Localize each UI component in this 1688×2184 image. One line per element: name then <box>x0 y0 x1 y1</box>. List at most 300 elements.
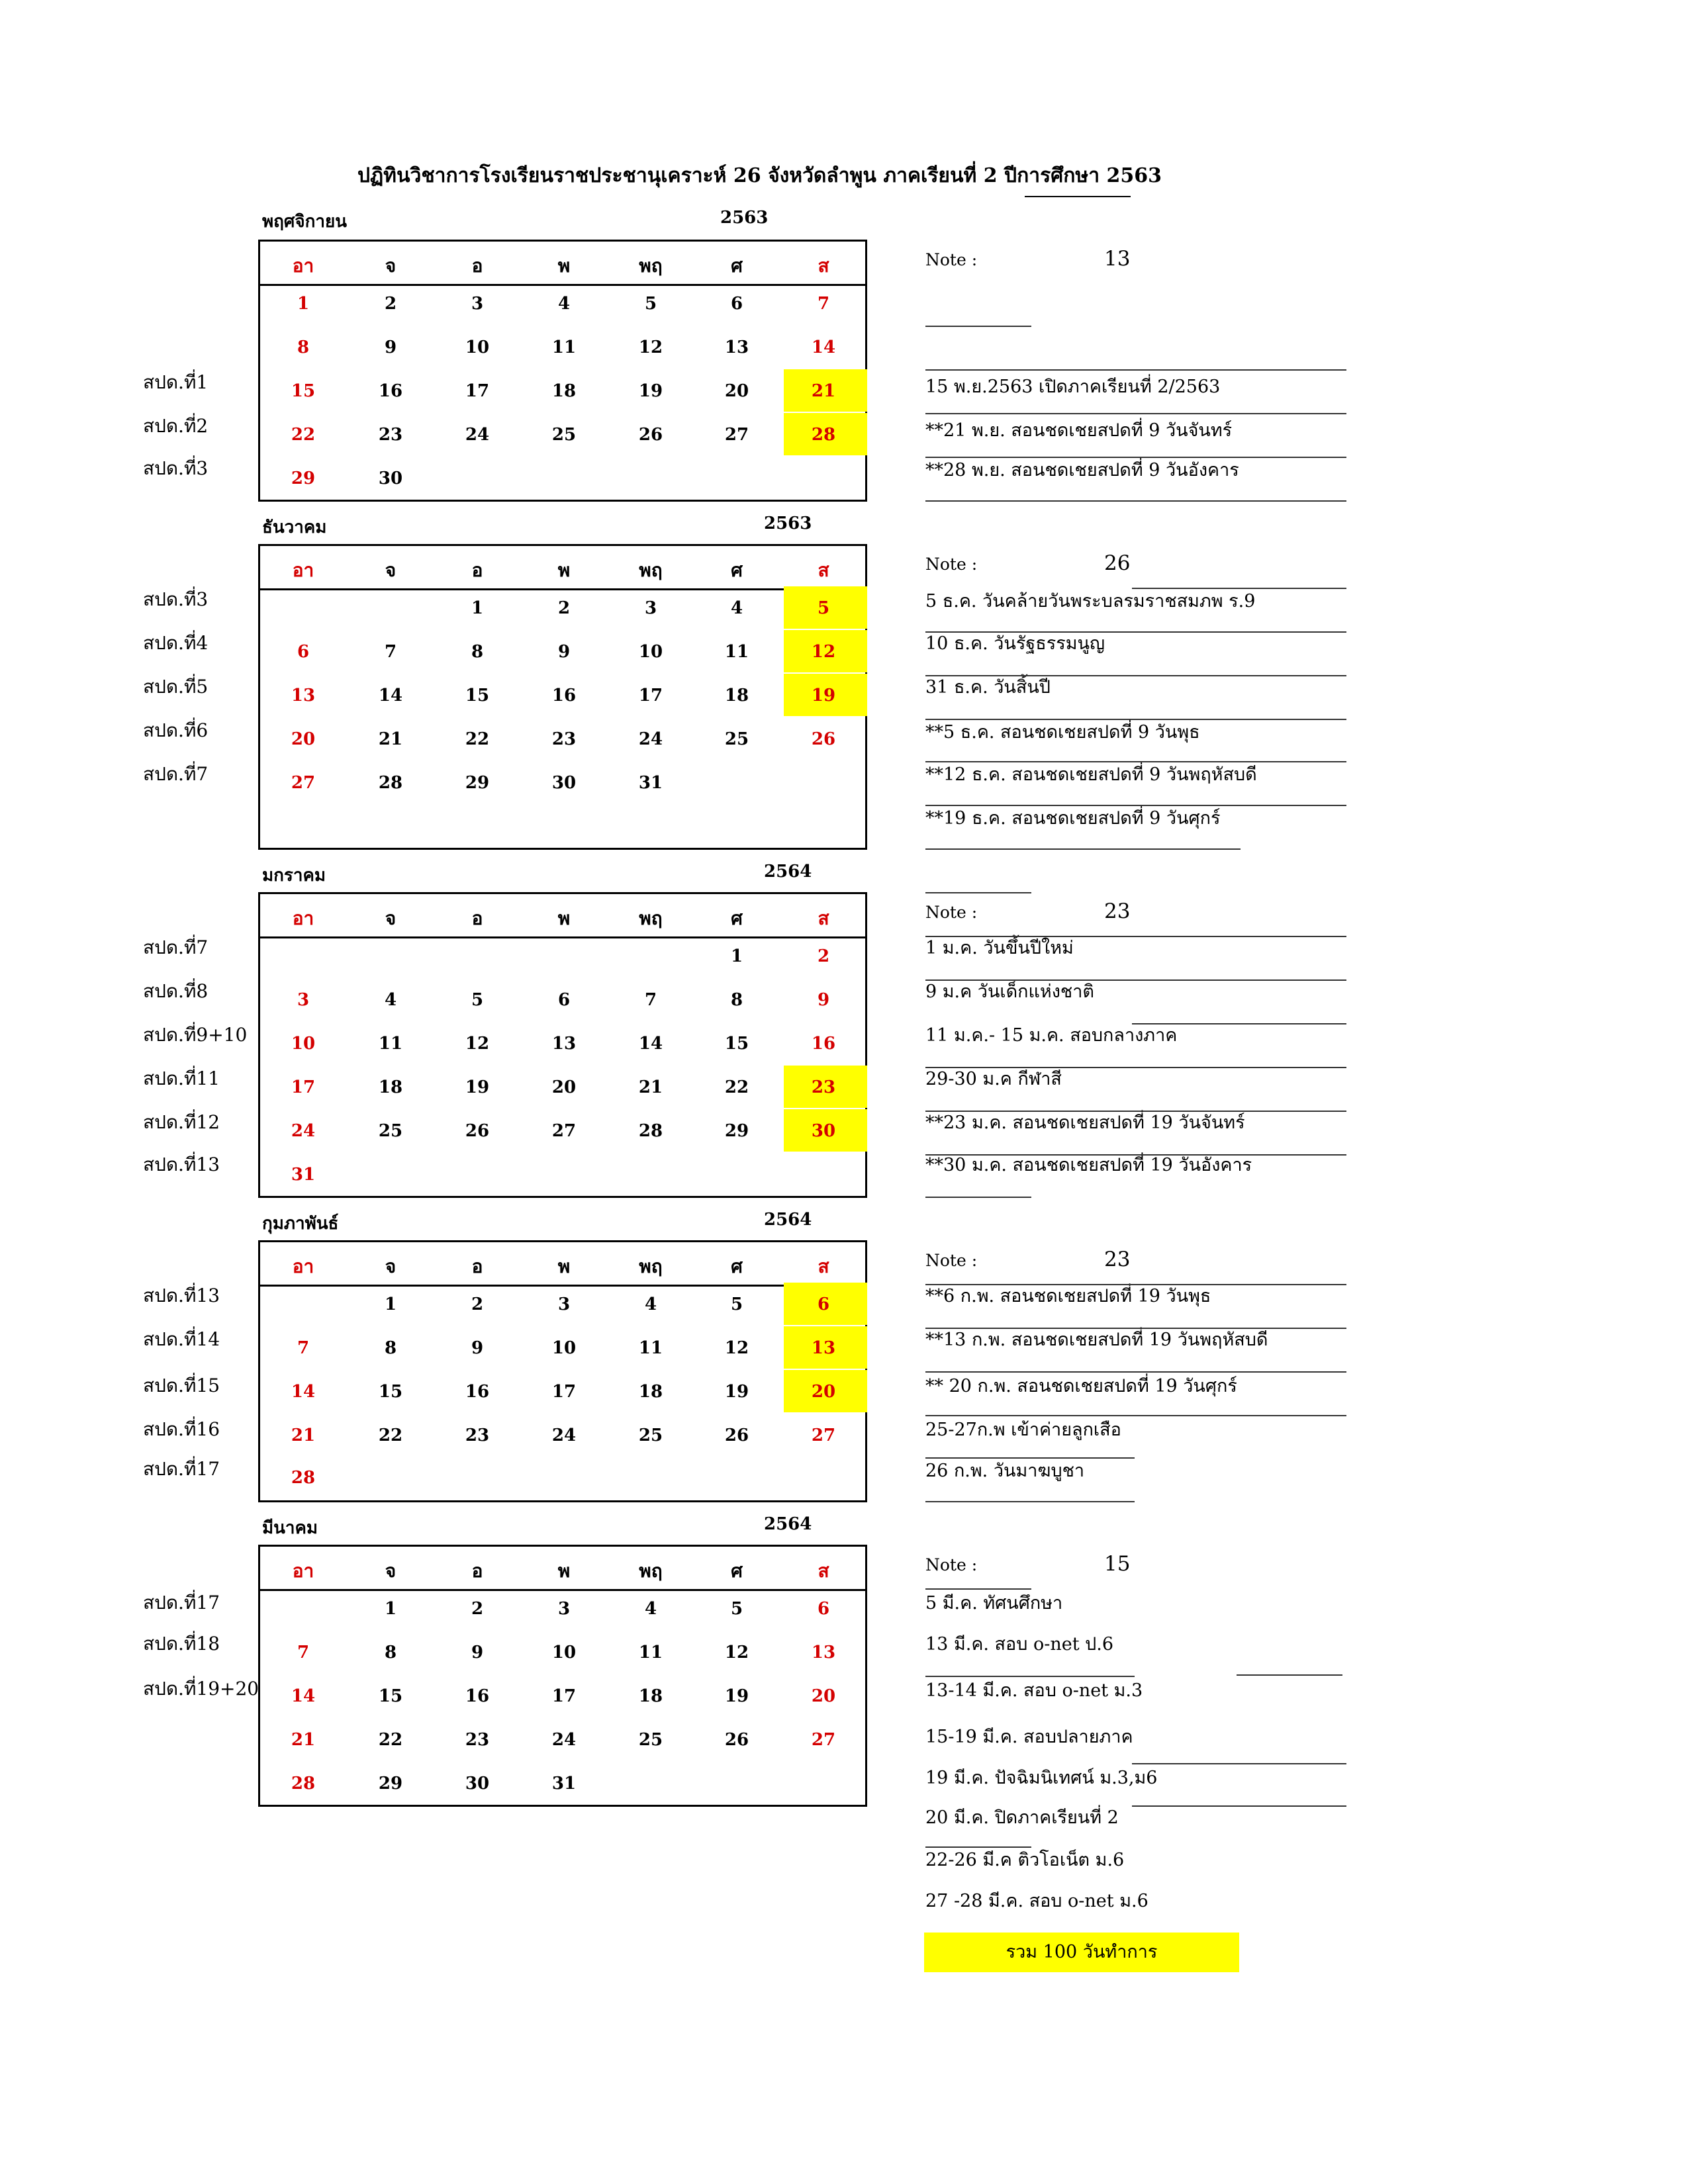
day-cell: 22 <box>724 1077 749 1097</box>
week-label: สปด.ที่11 <box>143 1068 220 1089</box>
note-divider <box>925 1676 1135 1677</box>
week-label: สปด.ที่9+10 <box>143 1024 248 1046</box>
day-cell: 21 <box>811 381 836 401</box>
day-cell: 17 <box>291 1077 316 1097</box>
day-cell: 21 <box>291 1730 316 1750</box>
day-cell: 19 <box>465 1077 490 1097</box>
day-cell: 8 <box>297 338 310 357</box>
weekday-label: อ <box>471 255 483 277</box>
day-cell: 22 <box>378 1730 403 1750</box>
note-item: 20 มี.ค. ปิดภาคเรียนที่ 2 <box>925 1807 1119 1828</box>
weekday-label: พ <box>557 255 571 277</box>
day-cell: 21 <box>638 1077 663 1097</box>
day-cell: 7 <box>297 1643 310 1662</box>
weekday-header <box>260 894 865 938</box>
note-count: 26 <box>1104 551 1131 575</box>
day-cell: 19 <box>811 686 836 705</box>
day-cell: 24 <box>291 1121 316 1141</box>
weekday-label: พ <box>557 907 571 929</box>
note-divider <box>925 892 1031 893</box>
weekday-label: พฤ <box>639 1255 663 1277</box>
weekday-label: พฤ <box>639 907 663 929</box>
month-name: กุมภาพันธ์ <box>262 1214 339 1234</box>
note-item: 26 ก.พ. วันมาฆบูชา <box>925 1461 1085 1481</box>
weekday-label: ส <box>818 559 829 581</box>
day-cell: 17 <box>551 1686 577 1706</box>
weekday-header <box>260 242 865 286</box>
week-label: สปด.ที่2 <box>143 415 209 437</box>
weekday-label: ศ <box>731 1255 743 1277</box>
day-cell: 11 <box>378 1034 403 1054</box>
week-label: สปด.ที่3 <box>143 457 209 479</box>
month-calendar <box>258 892 867 1198</box>
weekday-label: พ <box>557 1255 571 1277</box>
day-cell: 28 <box>378 773 403 793</box>
day-cell: 10 <box>465 338 490 357</box>
day-cell: 29 <box>465 773 490 793</box>
week-label: สปด.ที่16 <box>143 1418 220 1440</box>
day-cell: 20 <box>291 729 316 749</box>
month-year: 2563 <box>764 514 812 533</box>
day-cell: 20 <box>551 1077 577 1097</box>
day-cell: 25 <box>378 1121 403 1141</box>
day-cell: 6 <box>730 294 743 314</box>
weekday-label: พ <box>557 1560 571 1582</box>
day-cell: 26 <box>465 1121 490 1141</box>
month-year: 2564 <box>764 1514 812 1534</box>
day-cell: 20 <box>811 1686 836 1706</box>
day-cell: 1 <box>297 294 310 314</box>
note-item: **12 ธ.ค. สอนชดเชยสปดที่ 9 วันพฤหัสบดี <box>925 764 1257 785</box>
day-cell: 18 <box>638 1382 663 1402</box>
note-divider <box>925 1111 1346 1112</box>
note-item: 11 ม.ค.- 15 ม.ค. สอบกลางภาค <box>925 1025 1178 1046</box>
weekday-label: อ <box>471 1255 483 1277</box>
day-cell: 4 <box>384 990 397 1010</box>
month-calendar <box>258 1240 867 1502</box>
day-cell: 14 <box>291 1382 316 1402</box>
month-name: ธันวาคม <box>262 518 327 537</box>
day-cell: 31 <box>291 1165 316 1185</box>
day-cell: 27 <box>811 1426 836 1445</box>
note-count: 15 <box>1104 1552 1131 1576</box>
note-divider <box>1132 1805 1346 1807</box>
day-cell: 12 <box>638 338 663 357</box>
total-working-days: รวม 100 วันทำการ <box>924 1933 1239 1972</box>
day-cell: 2 <box>817 946 830 966</box>
note-item: **19 ธ.ค. สอนชดเชยสปดที่ 9 วันศุกร์ <box>925 808 1221 829</box>
weekday-header <box>260 546 865 590</box>
note-item: ** 20 ก.พ. สอนชดเชยสปดที่ 19 วันศุกร์ <box>925 1376 1237 1396</box>
day-cell: 20 <box>724 381 749 401</box>
day-cell: 28 <box>291 1774 316 1794</box>
day-cell: 1 <box>471 598 484 618</box>
day-cell: 1 <box>730 946 743 966</box>
note-divider <box>925 1154 1346 1156</box>
note-divider <box>925 719 1346 720</box>
day-cell: 22 <box>378 1426 403 1445</box>
week-label: สปด.ที่13 <box>143 1154 220 1175</box>
weekday-label: ส <box>818 255 829 277</box>
day-cell: 12 <box>724 1338 749 1358</box>
day-cell: 23 <box>378 425 403 445</box>
day-cell: 9 <box>384 338 397 357</box>
day-cell: 20 <box>811 1382 836 1402</box>
day-cell: 11 <box>638 1643 663 1662</box>
note-item: **5 ธ.ค. สอนชดเชยสปดที่ 9 วันพุธ <box>925 722 1200 743</box>
note-item: 27 -28 มี.ค. สอบ o-net ม.6 <box>925 1891 1149 1911</box>
note-item: 5 มี.ค. ทัศนศึกษา <box>925 1593 1063 1614</box>
month-name: มีนาคม <box>262 1518 318 1538</box>
day-cell: 2 <box>557 598 571 618</box>
month-name: พฤศจิกายน <box>262 212 347 232</box>
day-cell: 22 <box>291 425 316 445</box>
day-cell: 28 <box>638 1121 663 1141</box>
day-cell: 16 <box>551 686 577 705</box>
day-cell: 9 <box>471 1338 484 1358</box>
note-divider <box>1132 1023 1346 1024</box>
month-year: 2563 <box>720 208 769 228</box>
day-cell: 27 <box>811 1730 836 1750</box>
note-label: Note : <box>925 1555 978 1574</box>
day-cell: 13 <box>724 338 749 357</box>
day-cell: 19 <box>724 1382 749 1402</box>
week-label: สปด.ที่12 <box>143 1111 220 1133</box>
note-divider <box>1237 1674 1342 1676</box>
day-cell: 27 <box>291 773 316 793</box>
note-label: Note : <box>925 555 978 574</box>
day-cell: 13 <box>811 1338 836 1358</box>
day-cell: 24 <box>465 425 490 445</box>
day-cell: 6 <box>297 642 310 662</box>
weekday-label: อา <box>292 559 314 581</box>
day-cell: 1 <box>384 1599 397 1619</box>
weekday-label: จ <box>385 255 397 277</box>
day-cell: 5 <box>817 598 830 618</box>
day-cell: 25 <box>551 425 577 445</box>
day-cell: 8 <box>471 642 484 662</box>
weekday-header <box>260 1547 865 1591</box>
weekday-label: พ <box>557 559 571 581</box>
note-divider <box>925 500 1346 502</box>
day-cell: 4 <box>644 1599 657 1619</box>
month-calendar <box>258 240 867 502</box>
day-cell: 4 <box>730 598 743 618</box>
day-cell: 7 <box>644 990 657 1010</box>
day-cell: 3 <box>297 990 310 1010</box>
day-cell: 23 <box>811 1077 836 1097</box>
day-cell: 10 <box>638 642 663 662</box>
weekday-label: ศ <box>731 907 743 929</box>
week-label: สปด.ที่19+20 <box>143 1678 259 1700</box>
note-divider <box>925 1197 1031 1198</box>
weekday-label: ส <box>818 907 829 929</box>
note-divider <box>925 761 1346 762</box>
note-item: **21 พ.ย. สอนชดเชยสปดที่ 9 วันจันทร์ <box>925 420 1233 441</box>
day-cell: 28 <box>291 1468 316 1488</box>
day-cell: 30 <box>378 469 403 488</box>
day-cell: 16 <box>811 1034 836 1054</box>
title-underline <box>1025 196 1131 197</box>
day-cell: 31 <box>551 1774 577 1794</box>
day-cell: 26 <box>724 1426 749 1445</box>
note-item: 13-14 มี.ค. สอบ o-net ม.3 <box>925 1680 1143 1701</box>
week-label: สปด.ที่3 <box>143 588 209 610</box>
weekday-label: อ <box>471 1560 483 1582</box>
day-cell: 26 <box>638 425 663 445</box>
weekday-label: อา <box>292 255 314 277</box>
day-cell: 2 <box>471 1295 484 1314</box>
weekday-label: จ <box>385 907 397 929</box>
note-count: 13 <box>1104 247 1131 271</box>
month-calendar <box>258 544 867 850</box>
week-label: สปด.ที่1 <box>143 371 209 393</box>
day-cell: 14 <box>811 338 836 357</box>
weekday-label: อา <box>292 907 314 929</box>
day-cell: 13 <box>551 1034 577 1054</box>
day-cell: 30 <box>551 773 577 793</box>
week-label: สปด.ที่5 <box>143 676 209 698</box>
day-cell: 5 <box>730 1295 743 1314</box>
note-label: Note : <box>925 1251 978 1270</box>
day-cell: 5 <box>730 1599 743 1619</box>
note-item: **6 ก.พ. สอนชดเชยสปดที่ 19 วันพุธ <box>925 1286 1211 1306</box>
day-cell: 23 <box>465 1426 490 1445</box>
day-cell: 18 <box>638 1686 663 1706</box>
weekday-label: พฤ <box>639 559 663 581</box>
weekday-label: ศ <box>731 255 743 277</box>
note-divider <box>925 457 1346 458</box>
note-divider <box>925 979 1346 981</box>
note-item: 9 ม.ค วันเด็กแห่งชาติ <box>925 981 1094 1002</box>
day-cell: 15 <box>724 1034 749 1054</box>
note-item: **28 พ.ย. สอนชดเชยสปดที่ 9 วันอังคาร <box>925 460 1239 480</box>
note-divider <box>925 1067 1346 1068</box>
day-cell: 25 <box>638 1730 663 1750</box>
day-cell: 6 <box>557 990 571 1010</box>
weekday-label: ส <box>818 1560 829 1582</box>
day-cell: 25 <box>638 1426 663 1445</box>
day-cell: 22 <box>465 729 490 749</box>
weekday-header <box>260 1242 865 1287</box>
day-cell: 3 <box>471 294 484 314</box>
note-divider <box>925 631 1346 633</box>
weekday-label: ศ <box>731 559 743 581</box>
day-cell: 21 <box>378 729 403 749</box>
day-cell: 21 <box>291 1426 316 1445</box>
day-cell: 24 <box>551 1730 577 1750</box>
day-cell: 19 <box>638 381 663 401</box>
day-cell: 15 <box>378 1686 403 1706</box>
day-cell: 12 <box>724 1643 749 1662</box>
day-cell: 8 <box>384 1338 397 1358</box>
day-cell: 3 <box>644 598 657 618</box>
day-cell: 7 <box>384 642 397 662</box>
note-divider <box>925 848 1241 850</box>
day-cell: 9 <box>471 1643 484 1662</box>
note-divider <box>1132 588 1346 589</box>
day-cell: 17 <box>638 686 663 705</box>
week-label: สปด.ที่8 <box>143 980 209 1002</box>
month-name: มกราคม <box>262 866 326 886</box>
weekday-label: จ <box>385 1560 397 1582</box>
day-cell: 6 <box>817 1295 830 1314</box>
note-count: 23 <box>1104 1248 1131 1271</box>
day-cell: 18 <box>551 381 577 401</box>
note-divider <box>925 936 1346 937</box>
weekday-label: ส <box>818 1255 829 1277</box>
weekday-label: อ <box>471 907 483 929</box>
day-cell: 14 <box>378 686 403 705</box>
day-cell: 8 <box>384 1643 397 1662</box>
note-item: **13 ก.พ. สอนชดเชยสปดที่ 19 วันพฤหัสบดี <box>925 1330 1268 1350</box>
day-cell: 11 <box>551 338 577 357</box>
note-divider <box>925 1501 1135 1502</box>
weekday-label: พฤ <box>639 1560 663 1582</box>
day-cell: 1 <box>384 1295 397 1314</box>
day-cell: 17 <box>465 381 490 401</box>
day-cell: 31 <box>638 773 663 793</box>
day-cell: 29 <box>378 1774 403 1794</box>
note-item: 19 มี.ค. ปัจฉิมนิเทศน์ ม.3,ม6 <box>925 1768 1158 1788</box>
day-cell: 11 <box>638 1338 663 1358</box>
day-cell: 24 <box>638 729 663 749</box>
day-cell: 29 <box>291 469 316 488</box>
note-label: Note : <box>925 250 978 269</box>
note-item: 13 มี.ค. สอบ o-net ป.6 <box>925 1634 1114 1655</box>
day-cell: 4 <box>557 294 571 314</box>
day-cell: 9 <box>557 642 571 662</box>
week-label: สปด.ที่18 <box>143 1633 220 1655</box>
note-item: 25-27ก.พ เข้าค่ายลูกเสือ <box>925 1420 1121 1440</box>
day-cell: 13 <box>291 686 316 705</box>
note-divider <box>925 413 1346 414</box>
day-cell: 14 <box>638 1034 663 1054</box>
day-cell: 30 <box>811 1121 836 1141</box>
note-divider <box>925 675 1346 676</box>
day-cell: 18 <box>724 686 749 705</box>
day-cell: 14 <box>291 1686 316 1706</box>
note-item: **30 ม.ค. สอนชดเชยสปดที่ 19 วันอังคาร <box>925 1155 1252 1175</box>
day-cell: 11 <box>724 642 749 662</box>
weekday-label: อา <box>292 1255 314 1277</box>
month-calendar <box>258 1545 867 1807</box>
week-label: สปด.ที่15 <box>143 1375 220 1396</box>
note-item: 15-19 มี.ค. สอบปลายภาค <box>925 1727 1133 1747</box>
day-cell: 5 <box>644 294 657 314</box>
day-cell: 23 <box>551 729 577 749</box>
day-cell: 17 <box>551 1382 577 1402</box>
day-cell: 7 <box>297 1338 310 1358</box>
weekday-label: ศ <box>731 1560 743 1582</box>
day-cell: 12 <box>465 1034 490 1054</box>
note-item: 29-30 ม.ค กีฬาสี <box>925 1069 1062 1089</box>
day-cell: 15 <box>378 1382 403 1402</box>
note-divider <box>925 1415 1346 1416</box>
week-label: สปด.ที่6 <box>143 719 209 741</box>
day-cell: 18 <box>378 1077 403 1097</box>
day-cell: 10 <box>551 1338 577 1358</box>
day-cell: 10 <box>551 1643 577 1662</box>
note-divider <box>925 1846 1031 1848</box>
day-cell: 23 <box>465 1730 490 1750</box>
week-label: สปด.ที่17 <box>143 1592 220 1614</box>
day-cell: 6 <box>817 1599 830 1619</box>
note-item: 15 พ.ย.2563 เปิดภาคเรียนที่ 2/2563 <box>925 377 1221 397</box>
week-label: สปด.ที่7 <box>143 763 209 785</box>
note-divider <box>925 369 1346 371</box>
day-cell: 9 <box>817 990 830 1010</box>
day-cell: 27 <box>551 1121 577 1141</box>
day-cell: 2 <box>384 294 397 314</box>
week-label: สปด.ที่7 <box>143 936 209 958</box>
note-item: 31 ธ.ค. วันสิ้นปี <box>925 677 1051 698</box>
week-label: สปด.ที่13 <box>143 1285 220 1306</box>
week-label: สปด.ที่4 <box>143 632 209 654</box>
day-cell: 5 <box>471 990 484 1010</box>
day-cell: 8 <box>730 990 743 1010</box>
weekday-label: จ <box>385 1255 397 1277</box>
day-cell: 26 <box>724 1730 749 1750</box>
day-cell: 26 <box>811 729 836 749</box>
week-label: สปด.ที่17 <box>143 1458 220 1480</box>
day-cell: 24 <box>551 1426 577 1445</box>
day-cell: 10 <box>291 1034 316 1054</box>
note-divider <box>925 1371 1346 1373</box>
day-cell: 25 <box>724 729 749 749</box>
day-cell: 7 <box>817 294 830 314</box>
note-item: 1 ม.ค. วันขึ้นปีใหม่ <box>925 938 1074 958</box>
weekday-label: พฤ <box>639 255 663 277</box>
day-cell: 3 <box>557 1295 571 1314</box>
day-cell: 16 <box>465 1382 490 1402</box>
day-cell: 16 <box>378 381 403 401</box>
weekday-label: อา <box>292 1560 314 1582</box>
note-divider <box>925 805 1346 806</box>
day-cell: 30 <box>465 1774 490 1794</box>
day-cell: 29 <box>724 1121 749 1141</box>
note-divider <box>925 326 1031 327</box>
day-cell: 19 <box>724 1686 749 1706</box>
note-item: 5 ธ.ค. วันคล้ายวันพระบลรมราชสมภพ ร.9 <box>925 591 1256 612</box>
day-cell: 28 <box>811 425 836 445</box>
day-cell: 15 <box>465 686 490 705</box>
note-divider <box>925 1284 1346 1285</box>
day-cell: 15 <box>291 381 316 401</box>
note-divider <box>925 1588 1031 1590</box>
weekday-label: อ <box>471 559 483 581</box>
note-divider <box>925 1328 1346 1329</box>
day-cell: 4 <box>644 1295 657 1314</box>
day-cell: 3 <box>557 1599 571 1619</box>
day-cell: 16 <box>465 1686 490 1706</box>
week-label: สปด.ที่14 <box>143 1328 220 1350</box>
day-cell: 27 <box>724 425 749 445</box>
day-cell: 13 <box>811 1643 836 1662</box>
day-cell: 2 <box>471 1599 484 1619</box>
note-item: **23 ม.ค. สอนชดเชยสปดที่ 19 วันจันทร์ <box>925 1113 1245 1133</box>
day-cell: 12 <box>811 642 836 662</box>
note-item: 10 ธ.ค. วันรัฐธรรมนูญ <box>925 633 1105 654</box>
note-label: Note : <box>925 903 978 922</box>
note-divider <box>925 1457 1135 1459</box>
note-count: 23 <box>1104 899 1131 923</box>
month-year: 2564 <box>764 1210 812 1230</box>
note-divider <box>1132 1763 1346 1764</box>
note-item: 22-26 มี.ค ติวโอเน็ต ม.6 <box>925 1850 1125 1870</box>
page-title: ปฏิทินวิชาการโรงเรียนราชประชานุเคราะห์ 26 จังหวัดลำพูน ภาคเรียนที่ 2 ปีการศึกษา 2563 <box>357 164 1162 187</box>
weekday-label: จ <box>385 559 397 581</box>
